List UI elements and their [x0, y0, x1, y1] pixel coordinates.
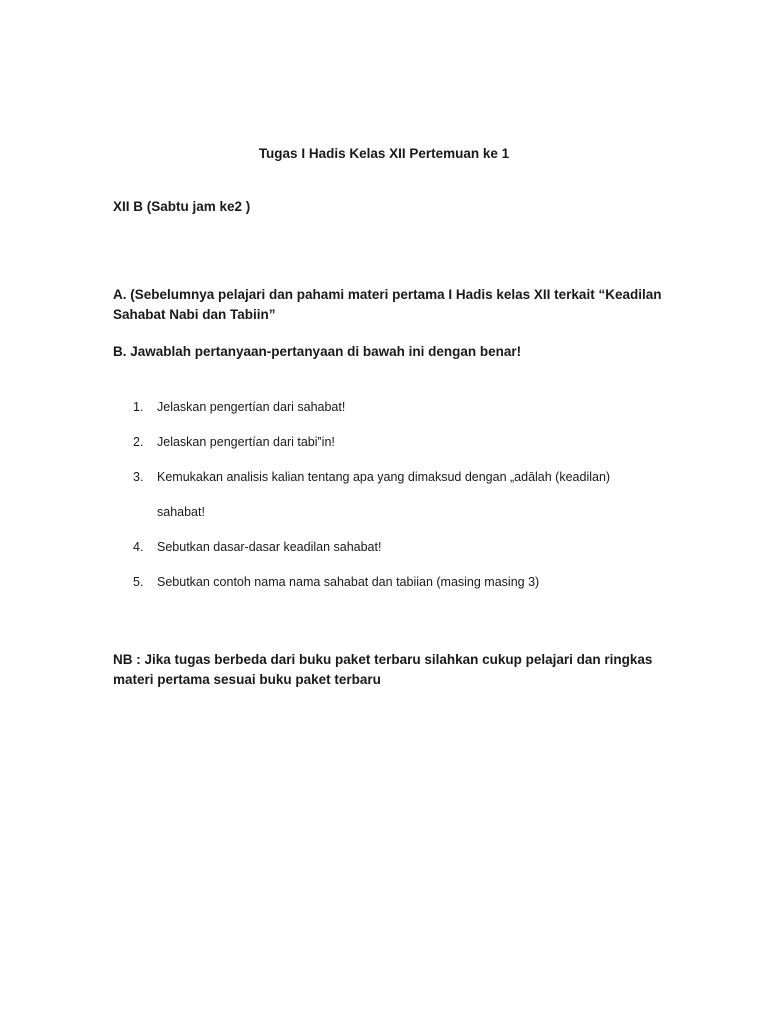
question-text: Jelaskan pengertían dari tabi‟in!	[157, 435, 335, 449]
question-number: 5.	[133, 575, 144, 589]
document-title: Tugas I Hadis Kelas XII Pertemuan ke 1	[258, 146, 510, 161]
question-text: Sebutkan contoh nama nama sahabat dan tabiian (masing masing 3)	[157, 575, 540, 589]
question-number: 1.	[133, 400, 144, 414]
question-text: Sebutkan dasar-dasar keadilan sahabat!	[157, 540, 382, 554]
note-paragraph: NB : Jika tugas berbeda dari buku paket terbaru silahkan cukup pelajari dan ringkas materi pertama sesuai buku paket terbaru	[113, 652, 653, 687]
question-number: 2.	[133, 435, 144, 449]
section-b-instruction: B. Jawablah pertanyaan-pertanyaan di bawah ini dengan benar!	[113, 344, 522, 359]
question-item	[133, 530, 653, 565]
question-number: 4.	[133, 540, 144, 554]
section-a-instruction: A. (Sebelumnya pelajari dan pahami materi pertama I Hadis kelas XII terkait “Keadilan Sahabat Nabi dan Tabiin”	[113, 287, 662, 322]
question-item	[133, 565, 653, 600]
question-number: 3.	[133, 470, 144, 484]
question-item	[133, 460, 653, 530]
question-text: Kemukakan analisis kalian tentang apa yang dimaksud dengan „adālah (keadilan) sahabat!	[157, 470, 611, 519]
question-text: Jelaskan pengertían dari sahabat!	[157, 400, 346, 414]
question-item	[133, 390, 653, 425]
question-item	[133, 425, 653, 460]
class-schedule: XII B (Sabtu jam ke2 )	[113, 199, 251, 214]
question-list	[133, 390, 653, 600]
